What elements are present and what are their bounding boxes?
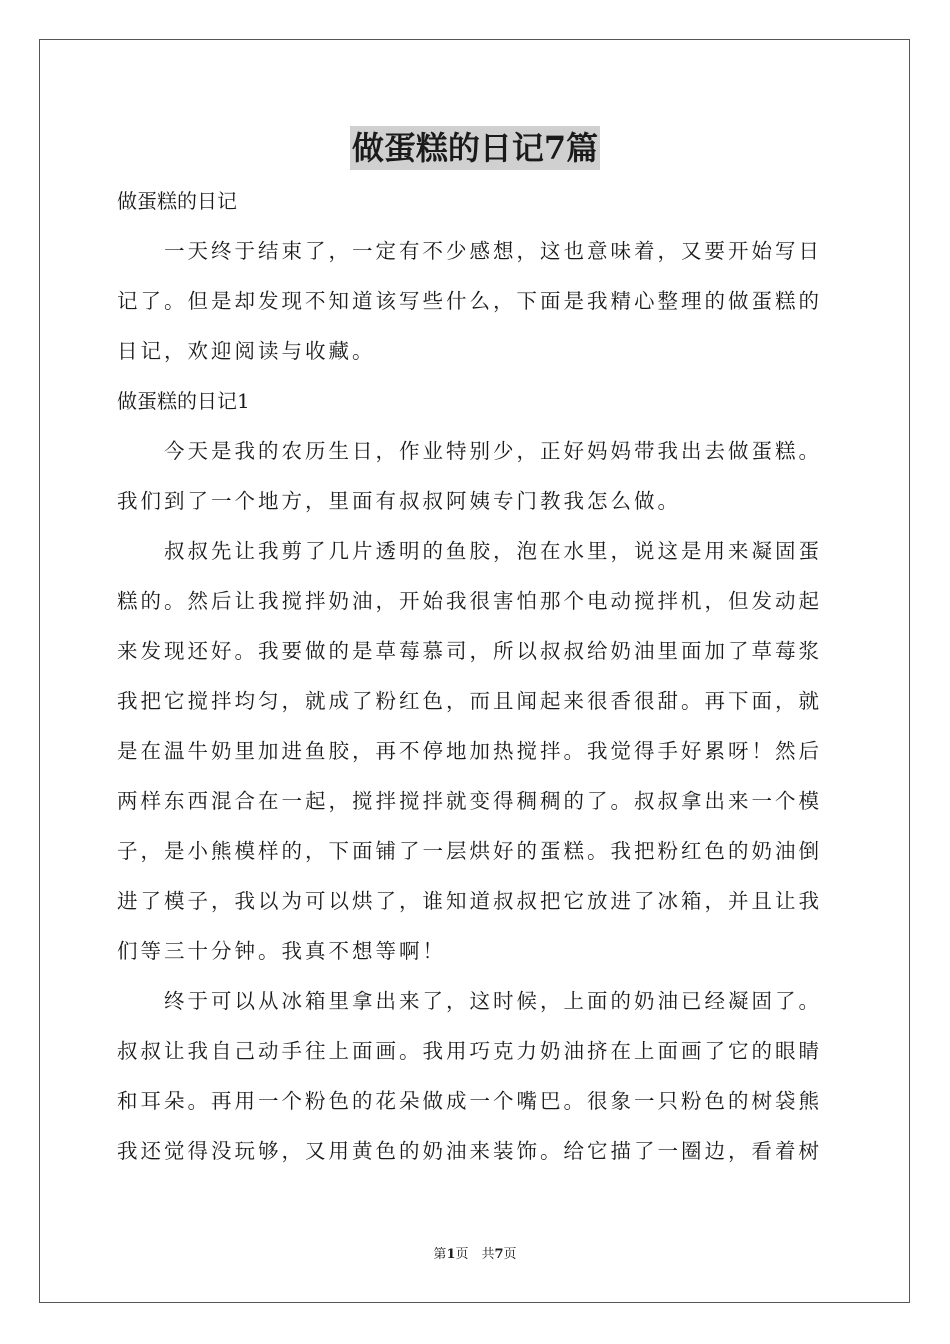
footer-page-prefix: 第: [433, 1247, 447, 1262]
footer-page-suffix: 页: [503, 1247, 517, 1262]
paragraph-line: 来发现还好。我要做的是草莓慕司，所以叔叔给奶油里面加了草莓浆: [117, 639, 822, 663]
paragraph-line: 日记，欢迎阅读与收藏。: [117, 339, 376, 363]
paragraph-line: 两样东西混合在一起，搅拌搅拌就变得稠稠的了。叔叔拿出来一个模: [117, 789, 822, 813]
footer-page-total: 7: [494, 1247, 504, 1262]
paragraph-line: 我把它搅拌均匀，就成了粉红色，而且闻起来很香很甜。再下面，就: [117, 689, 822, 713]
paragraph-line: 一天终于结束了，一定有不少感想，这也意味着，又要开始写日: [164, 239, 822, 263]
footer-page-mid: 页 共: [455, 1247, 495, 1262]
section-heading: 做蛋糕的日记1: [117, 389, 250, 413]
paragraph-line: 今天是我的农历生日，作业特别少，正好妈妈带我出去做蛋糕。: [164, 439, 822, 463]
paragraph-line: 我还觉得没玩够，又用黄色的奶油来装饰。给它描了一圈边，看着树: [117, 1139, 822, 1163]
paragraph-line: 和耳朵。再用一个粉色的花朵做成一个嘴巴。很象一只粉色的树袋熊: [117, 1089, 822, 1113]
paragraph-line: 是在温牛奶里加进鱼胶，再不停地加热搅拌。我觉得手好累呀！然后: [117, 739, 822, 763]
paragraph-line: 们等三十分钟。我真不想等啊！: [117, 939, 446, 963]
paragraph-line: 子，是小熊模样的，下面铺了一层烘好的蛋糕。我把粉红色的奶油倒: [117, 839, 822, 863]
paragraph-line: 进了模子，我以为可以烘了，谁知道叔叔把它放进了冰箱，并且让我: [117, 889, 822, 913]
footer-page-current: 1: [446, 1247, 456, 1262]
page-footer: [0, 1246, 950, 1264]
paragraph-line: 叔叔先让我剪了几片透明的鱼胶，泡在水里，说这是用来凝固蛋: [164, 539, 822, 563]
paragraph-line: 终于可以从冰箱里拿出来了，这时候，上面的奶油已经凝固了。: [164, 989, 822, 1013]
paragraph-line: 叔叔让我自己动手往上面画。我用巧克力奶油挤在上面画了它的眼睛: [117, 1039, 822, 1063]
title-wrap: [0, 126, 950, 170]
paragraph-line: 我们到了一个地方，里面有叔叔阿姨专门教我怎么做。: [117, 489, 681, 513]
paragraph-line: 记了。但是却发现不知道该写些什么，下面是我精心整理的做蛋糕的: [117, 289, 822, 313]
section-heading: 做蛋糕的日记: [117, 189, 237, 213]
paragraph-line: 糕的。然后让我搅拌奶油，开始我很害怕那个电动搅拌机，但发动起: [117, 589, 822, 613]
document-body: [117, 176, 833, 1176]
document-title: 做蛋糕的日记7篇: [350, 126, 600, 170]
